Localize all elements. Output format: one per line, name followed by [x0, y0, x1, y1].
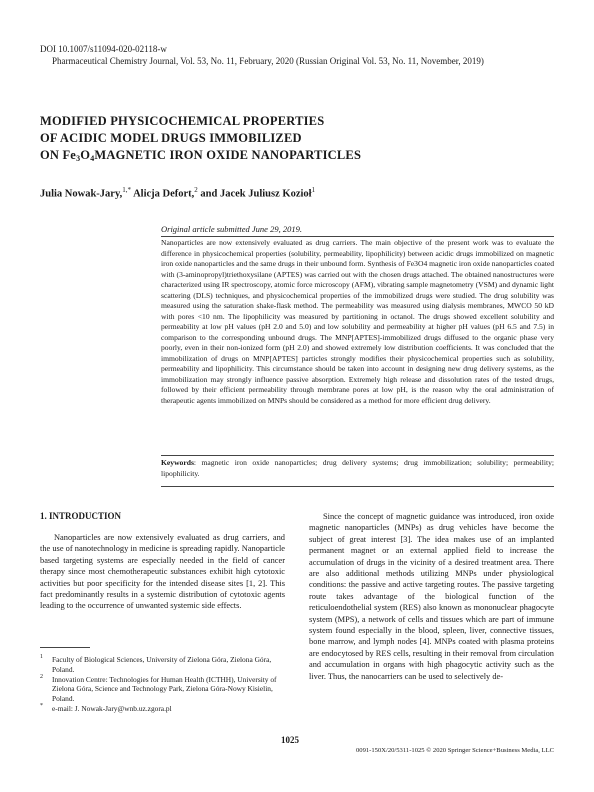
footnote: 1 Faculty of Biological Sciences, University of Zielona Góra, Zielona Góra, Poland.	[40, 654, 272, 674]
footnote: * e-mail: J. Nowak-Jary@wnb.uz.zgora.pl	[40, 702, 172, 713]
intro-column-right: Since the concept of magnetic guidance was introduced, iron oxide magnetic nanoparticles (MNPs) as drug vehicles have become the subject of great interest [3]. The idea makes use of an implanted permanent magnet or an external applied field to increase the accumulation of drugs in the vicinity of a desired treatment area. There are also additional methods utilizing MNPs under physiological conditions: the passive and active targeting routes. The passive targeting route takes advantage of the biological function of the reticuloendothelial system (RES) also known as mononuclear phagocyte system (MPS), a network of cells and tissues which are part of immune system found especially in the blood, spleen, liver, connective tissues, bone marrow, and lymph nodes [4]. MNPs coated with plasma proteins are endocytosed by RES cells, resulting in their removal from circulation and accumulation in organs with high phagocytic activity such as the liver. Thus, the nanocarriers can be used to selectively de-	[309, 512, 554, 681]
copyright-line: 0091-150X/20/5311-1025 © 2020 Springer Science+Business Media, LLC	[355, 747, 554, 754]
author-1: Julia Nowak-Jary,	[40, 188, 123, 200]
intro-column-left: Nanoparticles are now extensively evaluated as drug carriers, and the use of nanotechnology in medicine is spreading rapidly. Nanoparticle based targeting systems are especially needed in the field of cancer therapy since most chemotherapeutic substances exhibit high cytotoxic activities but poor specificity for the intended disease sites [1, 2]. This fact predominantly results in a systemic distribution of cytotoxic agents leading to the occurrence of unwanted systemic side effects.	[40, 533, 285, 611]
footnote: 2 Innovation Centre: Technologies for Human Health (ICTHH), University of Zielona Góra, Science and Technology Park, Zielona Góra-Nowy Kisielin, Poland.	[40, 673, 277, 704]
keywords-rule	[161, 455, 554, 456]
keywords-bottom-rule	[161, 486, 554, 487]
title-line-1: MODIFIED PHYSICOCHEMICAL PROPERTIES	[40, 114, 325, 128]
author-list: Julia Nowak-Jary,$^{1,*}$ Alicja Defort,$^2$ and Jacek Juliusz Kozioł$^1$	[40, 186, 316, 200]
title-line-2: OF ACIDIC MODEL DRUGS IMMOBILIZED	[40, 131, 302, 145]
keywords-label: Keywords	[161, 458, 194, 467]
submission-date: Original article submitted June 29, 2019.	[161, 224, 302, 234]
author-3: and Jacek Juliusz Kozioł	[200, 188, 312, 200]
keywords-text: : magnetic iron oxide nanoparticles; drug delivery systems; drug immobilization; solubility; permeability; lipophilicity.	[161, 458, 554, 478]
journal-citation: Pharmaceutical Chemistry Journal, Vol. 53, No. 11, February, 2020 (Russian Original Vol. 53, No. 11, November, 2019)	[52, 56, 484, 66]
abstract: Nanoparticles are now extensively evaluated as drug carriers. The main objective of the present work was to evaluate the difference in physicochemical properties (solubility, permeability, lipophilicity) between acidic drugs immobilized on magnetic iron oxide nanoparticles and the same drugs in their unbound form. Synthesis of Fe3O4 magnetic iron oxide nanoparticles coated with (3-aminopropyl)triethoxysilane (APTES) was carried out with the chosen drugs attached. The obtained nanostructures were characterized using IR spectroscopy, atomic force microscopy (AFM), vibrating sample magnetometry (VSM) and dynamic light scattering (DLS) techniques, and physicochemical properties of the immobilized drugs were studied. The drug solubility was measured using the saturation shake-flask method. The permeability was measured using dialysis membranes, MWCO 50 kD with pores <10 nm. The lipophilicity was measured by partitioning in octanol. The drugs showed excellent solubility and permeability at low pH values (pH 2.0 and 5.0) and low solubility and permeability at higher pH values (pH 6.5 and 7.5) in comparison to the corresponding unbound drugs. The MNP[APTES]-immobilized drugs diffused to the organic phase very poorly, even in their non-ionized form (pH 2.0) and showed extremely low distribution coefficients. It was concluded that the immobilization of drugs on MNP[APTES] particles strongly modifies their physicochemical properties such as solubility, permeability and lipophilicity. This circumstance should be taken into account in designing new drug delivery systems, as the immobilization may strongly influence passive absorption. Extremely high release and dissolution rates of the tested drugs, followed by their efficient permeability through membrane pores at low pH, is the reason why the oral administration of therapeutic agents immobilized on MNPs should be considered as a method for more efficient drug delivery.	[161, 238, 554, 405]
article-title	[40, 113, 361, 167]
footnotes	[40, 655, 285, 714]
keywords	[161, 458, 554, 479]
author-2: Alicja Defort,	[133, 188, 195, 200]
doi: DOI 10.1007/s11094-020-02118-w	[40, 44, 167, 54]
title-line-3: ON $Fe_3O_4MAGNETIC$ IRON OXIDE NANOPARTICLES	[40, 148, 362, 163]
page-number: 1025	[281, 735, 299, 745]
section-heading: 1. INTRODUCTION	[40, 511, 122, 521]
abstract-top-rule	[161, 236, 554, 237]
footnote-rule	[40, 647, 90, 648]
